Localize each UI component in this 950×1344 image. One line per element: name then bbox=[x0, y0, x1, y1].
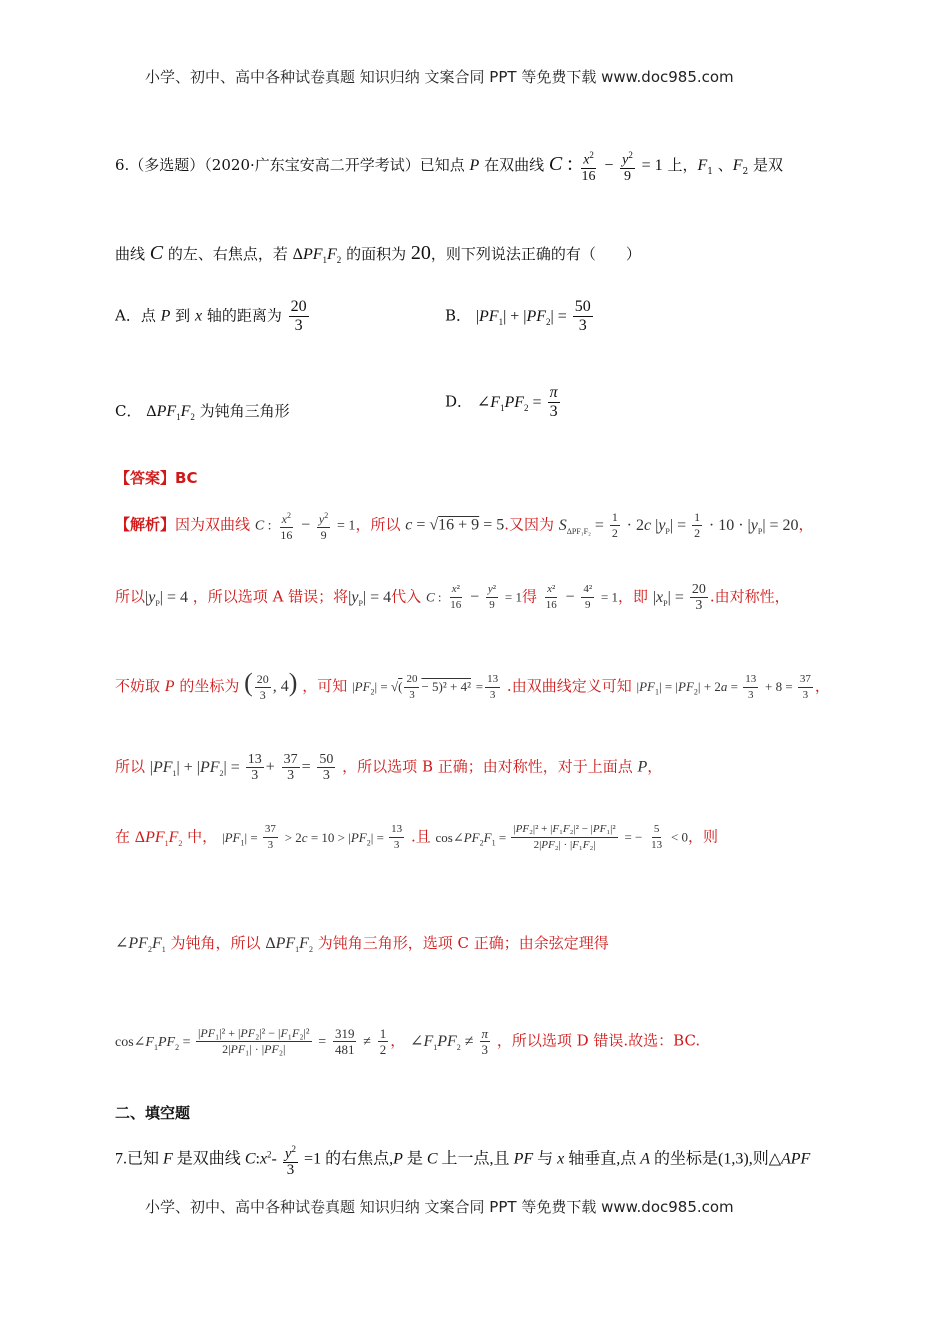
option-c: C． $\Delta PF_1F_2$ 为钝角三角形 bbox=[115, 402, 290, 423]
analysis-line-1: 【解析】因为双曲线 C : $\frac{x^2}{16}$ − $\frac{y^2}{9}$ = 1，所以 c = √16 + 9 = 5.又因为 $S_{\Delta PF_1F_2}$ = $\frac{1}{2}$ · 2c $|y_P|$ = $\frac{1}{2}$ · $10 \cdot |y_P| = 20$， bbox=[115, 510, 814, 542]
answer-label: 【答案】 bbox=[115, 469, 176, 487]
analysis-line-2: 所以$|y_P| = 4$ ，所以选项 A 错误；将$|y_P| = 4$代入 C : $\frac{\text{x²}}{16}$ − $\frac{\text{y²}}{9}$ = 1得 $\frac{\text{x²}}{16}$ − $\frac{\text{4²}}{9}$ = 1，即 $|x_P|$ = $\frac{20}{3}$ .由对称性， bbox=[115, 582, 790, 613]
option-b: B． $|PF_1| + |PF_2|$ = $\frac{50}{3}$ bbox=[445, 298, 591, 334]
analysis-line-7: $\cos\angle F_1PF_2$ = $\frac{\text{|PF₁|² + |PF₂|² − |F₁F₂|²}}{\text{2|PF₁| · |PF₂|}}$ = $\frac{319}{481}$ ≠ $\frac{1}{2}$ ， $\angle F_1PF_2$ ≠ $\frac{\pi}{3}$ ，所以选项 D 错误.故选：BC. bbox=[115, 1026, 701, 1057]
question-7: 7.已知 F 是双曲线 $C:x^2-$ $\frac{y^2}{3}$ =1 的右焦点,P 是 C 上一点,且 PF 与 x 轴垂直,点 A 的坐标是(1,3),则△APF bbox=[115, 1144, 811, 1178]
analysis-line-6: $\angle PF_2F_1$ 为钝角，所以 $\Delta PF_1F_2$ 为钝角三角形，选项 C 正确；由余弦定理得 bbox=[115, 934, 609, 955]
answer-value: BC bbox=[175, 469, 198, 487]
analysis-label: 【解析】 bbox=[115, 515, 176, 534]
option-a: A．点 P 到 x 轴的距离为 $\frac{20}{3}$ bbox=[115, 298, 307, 334]
question-6-line-2: 曲线 C 的左、右焦点，若 $\Delta PF_1F_2$ 的面积为 20，则下列说法正确的有（ ） bbox=[115, 242, 641, 266]
answer-line bbox=[115, 467, 197, 488]
option-d: D． $\angle F_1PF_2$ = $\frac{\pi}{3}$ bbox=[445, 384, 558, 420]
analysis-line-3: 不妨取 P 的坐标为 ( $\frac{20}{3}$ , 4) ，可知 $|PF_2|$ = √( $\frac{20}{3}$ − 5)² + 4² = $\frac{13}{3}$ .由双曲线定义可知 $|PF_1| = |PF_2| + 2a$ = $\frac{13}{3}$ + 8 = $\frac{37}{3}$ ， bbox=[115, 668, 830, 702]
footer-banner: 小学、初中、高中各种试卷真题 知识归纳 文案合同 PPT 等免费下载 www.doc985.com bbox=[145, 1198, 734, 1216]
analysis-line-4: 所以 $|PF_1| + |PF_2|$ = $\frac{13}{3}$ + $\frac{37}{3}$ = $\frac{50}{3}$ ，所以选项 B 正确；由对称性，对于上面点 P， bbox=[115, 752, 663, 783]
section-title: 二、填空题 bbox=[115, 1104, 191, 1122]
analysis-line-5: 在 $\Delta PF_1F_2$ 中， $|PF_1|$ = $\frac{37}{3}$ > $2c = 10 > |PF_2|$ = $\frac{13}{3}$ .且 $\cos\angle PF_2F_1$ = $\frac{\text{|PF₂|² + |F₁F₂|² − |PF₁|²}}{\text{2|PF₂| · |F₁F₂|}}$ = − $\frac{5}{13}$ < 0，则 bbox=[115, 823, 719, 851]
question-6-line-1: 6.（多选题）（2020·广东宝安高二开学考试）已知点 P 在双曲线 C : $\frac{x^2}{16}$ − $\frac{y^2}{9}$ = 1 上，$F_1$ 、$F_2$ 是双 bbox=[115, 150, 784, 184]
header-banner: 小学、初中、高中各种试卷真题 知识归纳 文案合同 PPT 等免费下载 www.doc985.com bbox=[145, 68, 734, 86]
